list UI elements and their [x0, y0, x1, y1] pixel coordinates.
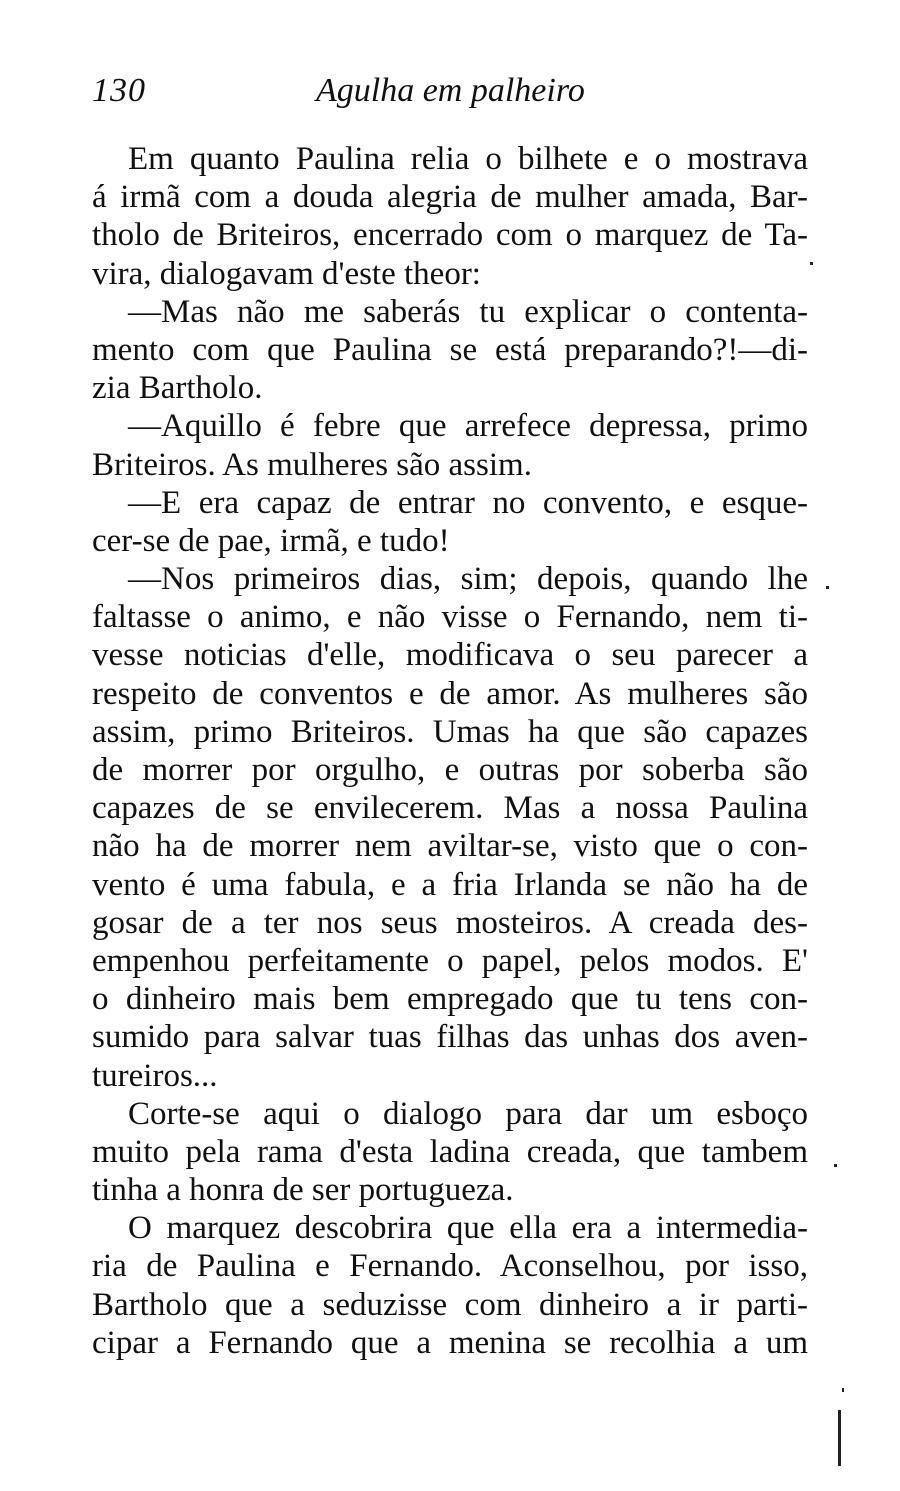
text-line: Bartholo que a seduzisse com dinheiro a ir parti-	[92, 1286, 808, 1323]
text-line: cipar a Fernando que a menina se recolhia a um	[92, 1324, 808, 1361]
text-line: zia Bartholo.	[92, 370, 263, 407]
text-line: Em quanto Paulina relia o bilhete e o mostrava	[128, 141, 808, 177]
text-line: tholo de Briteiros, encerrado com o marquez de Ta-	[92, 217, 808, 254]
text-line: muito pela rama d'esta ladina creada, que tambem	[92, 1133, 808, 1170]
page-header	[92, 62, 808, 112]
text-line: tureiros...	[92, 1057, 218, 1094]
scan-speck	[810, 262, 813, 265]
text-line: capazes de se envilecerem. Mas a nossa Paulina	[92, 790, 808, 827]
text-line: assim, primo Briteiros. Umas ha que são capazes	[92, 713, 808, 750]
body-text	[92, 140, 808, 1362]
text-line: gosar de a ter nos seus mosteiros. A creada des-	[92, 904, 808, 941]
text-line: O marquez descobrira que ella era a intermedia-	[128, 1210, 808, 1247]
text-line: faltasse o animo, e não visse o Fernando, nem ti-	[92, 599, 808, 636]
page-number: 130	[92, 72, 146, 109]
text-line: cer-se de pae, irmã, e tudo!	[92, 522, 450, 559]
text-line: o dinheiro mais bem empregado que tu tens con-	[92, 981, 808, 1018]
text-line: de morrer por orgulho, e outras por soberba são	[92, 752, 808, 788]
text-line: vira, dialogavam d'este theor:	[92, 255, 481, 292]
text-line: —E era capaz de entrar no convento, e esque-	[128, 484, 808, 521]
text-line: ria de Paulina e Fernando. Aconselhou, por isso,	[92, 1248, 808, 1285]
running-title: Agulha em palheiro	[316, 72, 585, 109]
text-line: respeito de conventos e de amor. As mulheres são	[92, 675, 808, 712]
text-line: Corte-se aqui o dialogo para dar um esboço	[128, 1095, 808, 1132]
text-line: tinha a honra de ser portugueza.	[92, 1172, 514, 1209]
scan-speck	[834, 1164, 837, 1167]
text-line: Briteiros. As mulheres são assim.	[92, 446, 532, 483]
text-line: —Nos primeiros dias, sim; depois, quando lhe	[128, 561, 808, 598]
text-line: á irmã com a douda alegria de mulher amada, Bar-	[92, 179, 808, 216]
text-line: —Mas não me saberás tu explicar o contenta-	[128, 293, 808, 330]
text-line: vento é uma fabula, e a fria Irlanda se não ha de	[92, 866, 808, 903]
text-line: empenhou perfeitamente o papel, pelos modos. E'	[92, 942, 808, 979]
text-line: não ha de morrer nem aviltar-se, visto que o con-	[92, 828, 808, 865]
scan-speck	[826, 586, 829, 589]
text-line: sumido para salvar tuas filhas das unhas dos aven-	[92, 1019, 808, 1056]
text-line: mento com que Paulina se está preparando?!—di-	[92, 331, 808, 368]
text-line: —Aquillo é febre que arrefece depressa, primo	[128, 408, 808, 445]
scan-speck	[842, 1388, 844, 1392]
text-line: vesse noticias d'elle, modificava o seu parecer a	[92, 637, 808, 674]
scan-speck	[838, 1410, 841, 1466]
